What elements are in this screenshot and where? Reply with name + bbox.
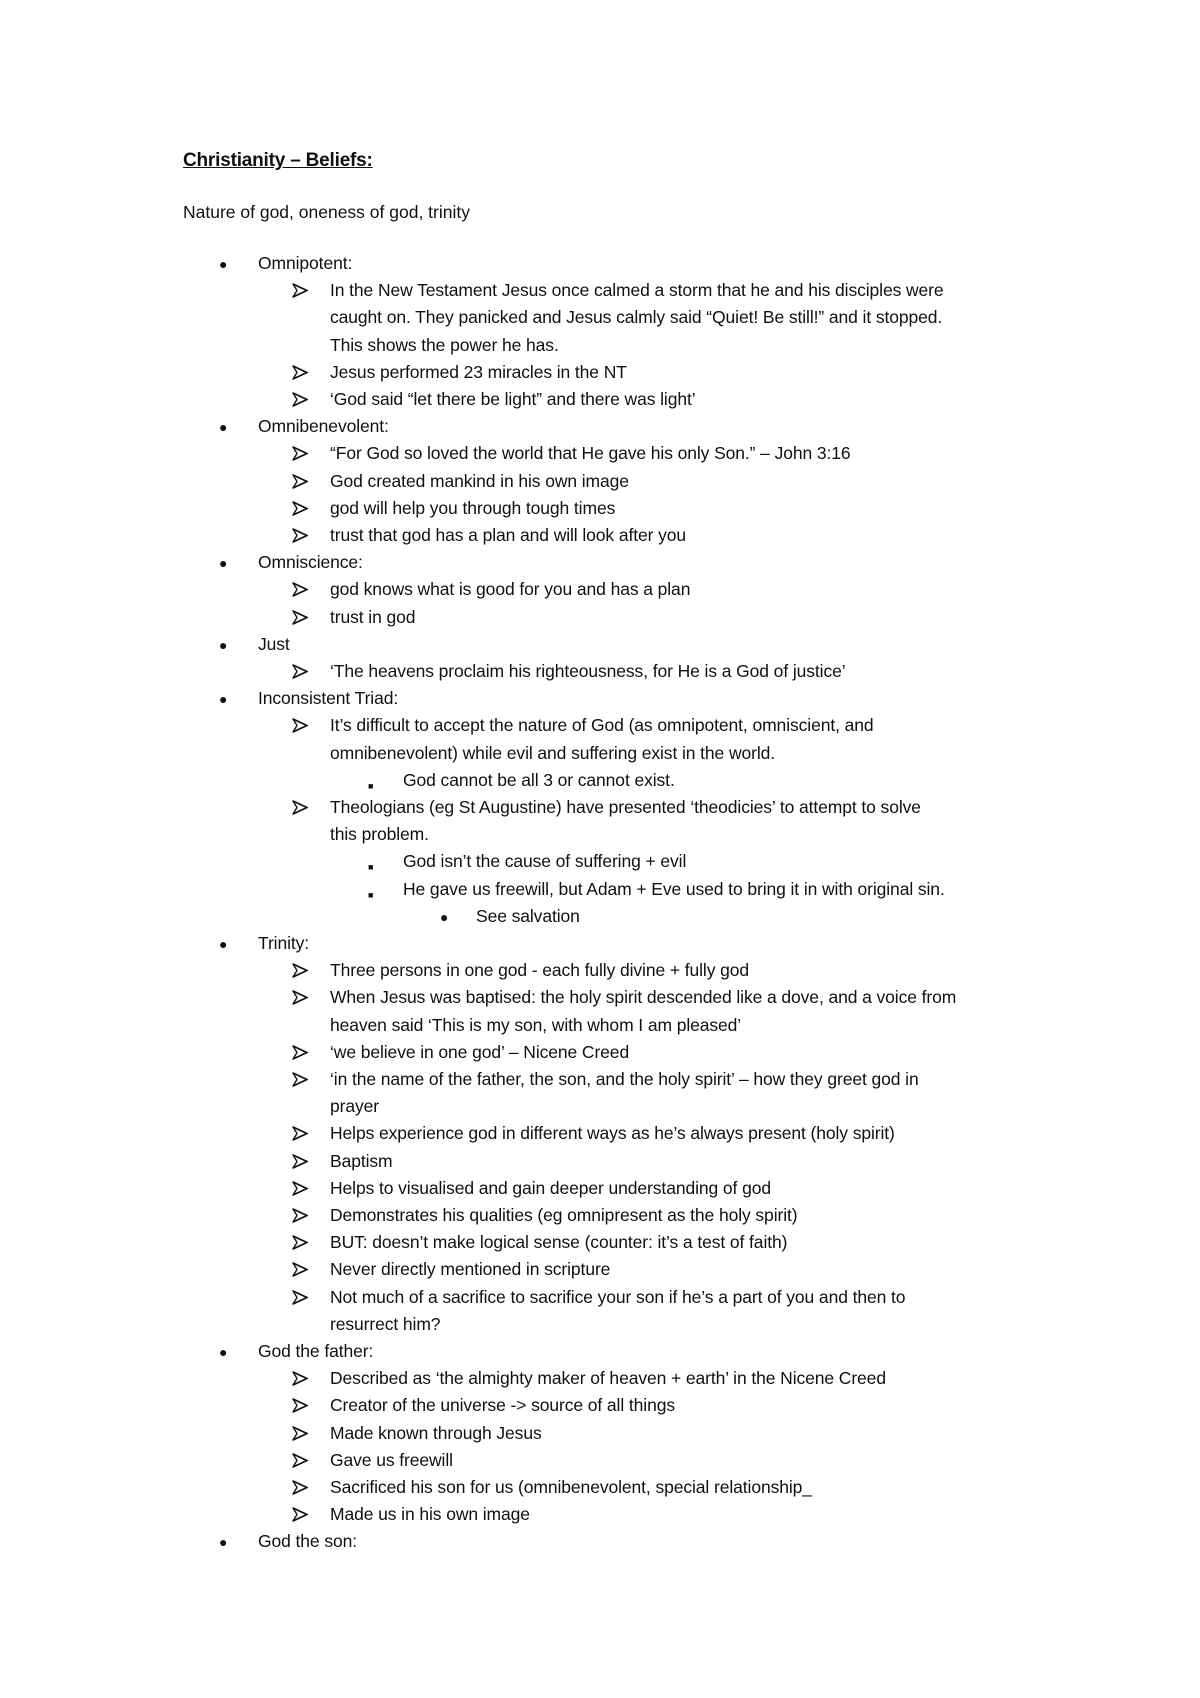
arrow-bullet-icon xyxy=(292,1126,308,1141)
arrow-bullet-icon xyxy=(292,582,308,597)
list-item-line: Just xyxy=(258,633,290,654)
document-subtitle: Nature of god, oneness of god, trinity xyxy=(183,202,470,222)
arrow-bullet-icon xyxy=(292,365,308,380)
list-item-line: caught on. They panicked and Jesus calmly said “Quiet! Be still!” and it stopped. xyxy=(330,307,943,328)
list-item-line: Made us in his own image xyxy=(330,1504,530,1525)
list-item-line: heaven said ‘This is my son, with whom I am pleased’ xyxy=(330,1014,742,1035)
arrow-bullet-icon xyxy=(292,392,308,407)
arrow-bullet-icon xyxy=(292,1208,308,1223)
list-item-line: God cannot be all 3 or cannot exist. xyxy=(403,769,675,790)
square-bullet-icon: ■ xyxy=(368,889,374,900)
list-item-line: When Jesus was baptised: the holy spirit descended like a dove, and a voice from xyxy=(330,987,957,1008)
arrow-bullet-icon xyxy=(292,501,308,516)
list-item-line: trust that god has a plan and will look after you xyxy=(330,525,687,545)
arrow-bullet-icon xyxy=(292,1072,308,1087)
list-item-line: Three persons in one god - each fully divine + fully god xyxy=(330,960,750,981)
arrow-bullet-icon xyxy=(292,1235,308,1250)
list-item-line: Helps experience god in different ways as he’s always present (holy spirit) xyxy=(330,1123,895,1144)
bullet-dot-icon: ● xyxy=(219,256,228,272)
bullet-dot-icon: ● xyxy=(219,419,228,436)
bullet-dot-icon: ● xyxy=(219,1344,228,1360)
arrow-bullet-icon xyxy=(292,1181,308,1196)
arrow-bullet-icon xyxy=(292,718,308,733)
list-item-line: Helps to visualised and gain deeper understanding of god xyxy=(330,1177,771,1198)
arrow-bullet-icon xyxy=(292,664,308,679)
square-bullet-icon: ■ xyxy=(368,862,374,873)
bullet-dot-icon: ● xyxy=(219,1534,228,1551)
list-item-line: Inconsistent Triad: xyxy=(258,688,399,709)
list-item-line: Sacrificed his son for us (omnibenevolent, special relationship_ xyxy=(330,1477,812,1497)
list-item-line: trust in god xyxy=(330,606,416,627)
list-item-line: See salvation xyxy=(476,905,580,926)
bullet-dot-icon: ● xyxy=(440,908,449,925)
list-item-line: Trinity: xyxy=(258,933,310,953)
list-item-line: He gave us freewill, but Adam + Eve used to bring it in with original sin. xyxy=(403,878,945,899)
arrow-bullet-icon xyxy=(292,1371,308,1386)
list-item-line: Demonstrates his qualities (eg omnipresent as the holy spirit) xyxy=(330,1205,798,1225)
list-item-line: “For God so loved the world that He gave his only Son.” – John 3:16 xyxy=(330,443,851,464)
arrow-bullet-icon xyxy=(292,474,308,489)
list-item-line: Not much of a sacrifice to sacrifice your son if he’s a part of you and then to xyxy=(330,1286,906,1307)
arrow-bullet-icon xyxy=(292,528,308,543)
list-item-line: prayer xyxy=(330,1096,380,1117)
bullet-dot-icon: ● xyxy=(219,691,228,708)
list-item-line: God the father: xyxy=(258,1341,374,1361)
list-item-line: Never directly mentioned in scripture xyxy=(330,1259,611,1280)
list-item-line: Jesus performed 23 miracles in the NT xyxy=(330,361,627,382)
arrow-bullet-icon xyxy=(292,610,308,625)
arrow-bullet-icon xyxy=(292,1426,308,1441)
list-item-line: Omnipotent: xyxy=(258,253,353,273)
arrow-bullet-icon xyxy=(292,1045,308,1060)
list-item-line: omnibenevolent) while evil and suffering exist in the world. xyxy=(330,742,776,763)
list-item-line: Omniscience: xyxy=(258,552,363,573)
arrow-bullet-icon xyxy=(292,990,308,1005)
arrow-bullet-icon xyxy=(292,963,308,978)
list-item-line: Baptism xyxy=(330,1150,393,1171)
list-item-line: god knows what is good for you and has a plan xyxy=(330,579,691,600)
bullet-dot-icon: ● xyxy=(219,636,228,653)
list-item-line: God the son: xyxy=(258,1531,358,1552)
list-item-line: Described as ‘the almighty maker of heaven + earth’ in the Nicene Creed xyxy=(330,1368,886,1389)
list-item-line: Omnibenevolent: xyxy=(258,416,389,437)
arrow-bullet-icon xyxy=(292,800,308,815)
bullet-dot-icon: ● xyxy=(219,555,228,572)
list-item-line: ‘The heavens proclaim his righteousness, for He is a God of justice’ xyxy=(330,661,846,681)
list-item-line: Theologians (eg St Augustine) have presented ‘theodicies’ to attempt to solve xyxy=(330,797,921,817)
list-item-line: Creator of the universe -> source of all things xyxy=(330,1395,675,1416)
arrow-bullet-icon xyxy=(292,1290,308,1305)
list-item-line: ‘we believe in one god’ – Nicene Creed xyxy=(330,1041,630,1062)
list-item-line: It’s difficult to accept the nature of God (as omnipotent, omniscient, and xyxy=(330,715,874,736)
arrow-bullet-icon xyxy=(292,1453,308,1468)
list-item-line: In the New Testament Jesus once calmed a storm that he and his disciples were xyxy=(330,280,944,301)
list-item-line: god will help you through tough times xyxy=(330,497,616,518)
arrow-bullet-icon xyxy=(292,446,308,461)
list-item-line: BUT: doesn’t make logical sense (counter: it’s a test of faith) xyxy=(330,1232,788,1253)
arrow-bullet-icon xyxy=(292,1398,308,1413)
bullet-dot-icon: ● xyxy=(219,936,228,952)
document-title: Christianity – Beliefs: xyxy=(183,150,373,171)
list-item-line: God created mankind in his own image xyxy=(330,470,629,491)
list-item-line: ‘God said “let there be light” and there was light’ xyxy=(330,389,696,409)
list-item-line: resurrect him? xyxy=(330,1313,441,1334)
list-item-line: this problem. xyxy=(330,824,429,845)
list-item-line: God isn’t the cause of suffering + evil xyxy=(403,851,687,872)
list-item-line: This shows the power he has. xyxy=(330,334,559,355)
list-item-line: Gave us freewill xyxy=(330,1449,453,1470)
list-item-line: ‘in the name of the father, the son, and the holy spirit’ – how they greet god in xyxy=(330,1069,919,1089)
arrow-bullet-icon xyxy=(292,1154,308,1169)
list-item-line: Made known through Jesus xyxy=(330,1422,542,1443)
arrow-bullet-icon xyxy=(292,1262,308,1277)
arrow-bullet-icon xyxy=(292,1480,308,1495)
square-bullet-icon: ■ xyxy=(368,780,374,791)
arrow-bullet-icon xyxy=(292,1507,308,1522)
arrow-bullet-icon xyxy=(292,283,308,298)
